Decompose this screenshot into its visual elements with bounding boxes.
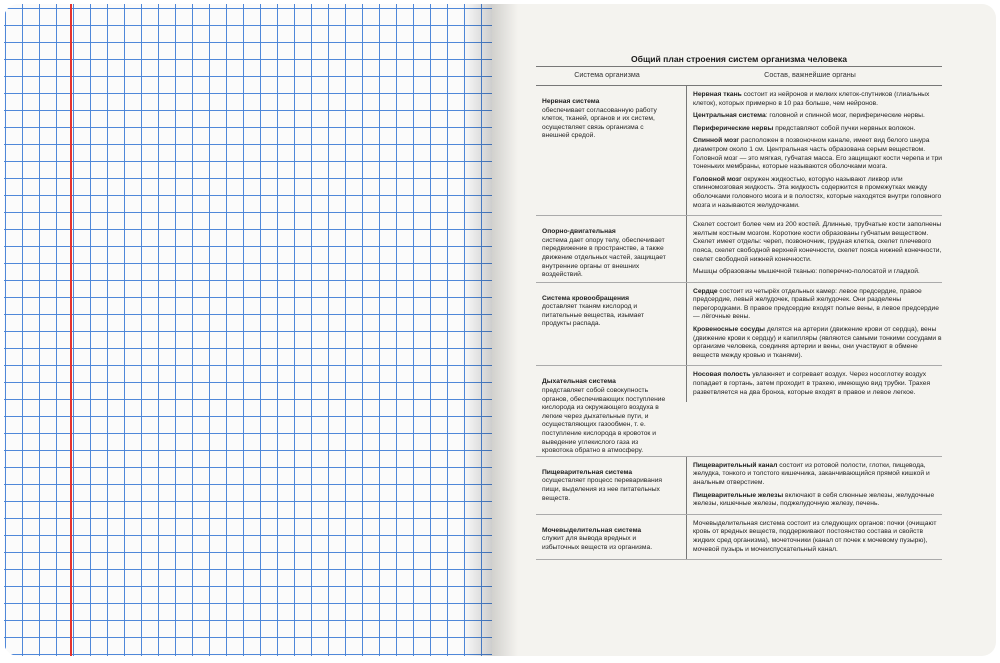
system-description: осуществляет процесс переваривания пищи, выделения из нее питательных веществ. [542, 477, 663, 502]
table-row [536, 86, 942, 216]
margin-line [70, 4, 72, 656]
composition-paragraph [693, 268, 942, 277]
organ-text: состоит из четырёх отдельных камер: левое предсердие, правое предсердие, левый желудочек, правый желудочек. Они разделены перегородками. В правое предсердие входят полые вены, в левое предсердие — лёгочные вены. [693, 287, 939, 321]
composition-paragraph [693, 288, 942, 322]
organ-text: включают в себя слюнные железы, желудочные железы, кишечные железы, поджелудочную железу, печень. [693, 491, 935, 508]
table-row [536, 514, 942, 559]
organ-text: Скелет состоит более чем из 200 костей. Длинные, трубчатые кости заполнены желтым костным мозгом. Короткие кости образованы губчатым веществом. Скелет имеет отделы: череп, позвоночник, грудная клетка, скелет плечевого пояса, скелет свободной верхней конечности, скелет пояса нижней конечности, скелет свободной нижней конечности. [693, 221, 942, 263]
separator-line [536, 559, 942, 560]
reference-page [492, 4, 996, 656]
organ-text: увлажняет и согревает воздух. Через носоглотку воздух попадает в гортань, затем проходит в трахею, имеющую вид трубки. Трахея разветвляется на два бронха, которые входят в правое и левое легкое. [693, 371, 931, 396]
system-name: Дыхательная система [542, 378, 616, 386]
organ-term: Пищеварительный канал [693, 461, 778, 469]
system-name: Пищеварительная система [542, 468, 633, 476]
composition-cell [678, 282, 942, 365]
system-cell [536, 456, 678, 513]
system-description: обеспечивает согласованную работу клеток, тканей, органов и их систем, осуществляет связь организма с внешней средой. [542, 106, 657, 140]
organ-term: Головной мозг [693, 175, 742, 183]
composition-paragraph [693, 112, 942, 121]
system-name: Опорно-двигательная [542, 228, 616, 236]
system-cell [536, 366, 678, 456]
column-header-system: Система организма [536, 67, 678, 86]
organ-term: Пищеварительные железы [693, 491, 784, 499]
composition-paragraph [693, 371, 942, 397]
grid-page [4, 4, 492, 656]
composition-content [686, 216, 942, 282]
composition-paragraph [693, 91, 942, 108]
system-name: Мочевыделительная система [542, 526, 642, 534]
system-cell [536, 514, 678, 559]
organ-text: Мышцы образованы мышечной тканью: поперечно-полосатой и гладкой. [693, 268, 920, 276]
systems-table [536, 66, 942, 560]
system-description: доставляет тканям кислород и питательные вещества, изымает продукты распада. [542, 303, 645, 328]
system-cell [536, 216, 678, 282]
system-description: служит для вывода вредных и избыточных веществ из организма. [542, 535, 653, 551]
composition-cell [678, 86, 942, 216]
composition-paragraph [693, 125, 942, 134]
organ-term: Периферические нервы [693, 124, 774, 132]
organ-term: Нервная ткань [693, 91, 742, 98]
column-header-composition: Состав, важнейшие органы [678, 67, 942, 86]
table-row [536, 216, 942, 282]
spine-shadow [462, 4, 492, 656]
system-description: система дает опору телу, обеспечивает передвижение в пространстве, а также движение отдельных частей, защищает внутренние органы от внешних воздействий. [542, 236, 666, 279]
organ-text: представляют собой пучки нервных волокон. [773, 124, 916, 132]
table-row [536, 366, 942, 456]
composition-cell [678, 216, 942, 282]
composition-paragraph [693, 462, 942, 488]
composition-cell [678, 514, 942, 559]
composition-paragraph [693, 326, 942, 360]
composition-paragraph [693, 137, 942, 171]
system-description: представляет собой совокупность органов, обеспечивающих поступление кислорода из окружающего воздуха в легкие через дыхательные пути, и осуществляющих газообмен, т. е. поступление кислорода в кровоток и выведение углекислого газа из кровотока обратно в атмосферу. [542, 387, 666, 455]
organ-text: делятся на артерии (движение крови от сердца), вены (движение крови к сердцу) и капилляры (являются самыми тонкими сосудами в организме человека, соединяя артерии и вены, они участвуют в обмене веществ между кровью и тканями). [693, 326, 942, 359]
spine-shadow-right [492, 4, 518, 656]
composition-content [686, 515, 942, 559]
organ-term: Носовая полость [693, 371, 751, 379]
organ-text: расположен в позвоночном канале, имеет вид белого шнура диаметром около 1 см. Центральная часть образована серым веществом. Головной мозг — это мягкая, губчатая масса. Его защищают кости черепа и три тоненьких мембраны, которые называются оболочками мозга. [693, 137, 942, 171]
composition-content [686, 366, 942, 402]
organ-text: Мочевыделительная система состоит из следующих органов: почки (очищают кровь от вредных веществ, поддерживают постоянство состава и свойств жидких сред организма), мочеточники (канал от почек к мочевому пузырю), мочевой пузырь и мочеиспускательный канал. [693, 519, 937, 553]
table-row [536, 282, 942, 365]
composition-content [686, 86, 942, 215]
page-title: Общий план строения систем организма человека [630, 54, 847, 64]
organ-text: состоит из нейронов и мелких клеток-спутников (глиальных клеток), которых примерно в 10 раз больше, чем нейронов. [693, 91, 930, 107]
composition-paragraph [693, 221, 942, 264]
system-cell [536, 86, 678, 216]
system-cell [536, 282, 678, 365]
organ-text: : головной и спинной мозг, периферические нервы. [765, 112, 925, 120]
organ-term: Спинной мозг [693, 137, 740, 145]
composition-paragraph [693, 520, 942, 554]
table-header-row [536, 67, 942, 86]
composition-paragraph [693, 492, 942, 509]
composition-paragraph [693, 176, 942, 210]
composition-cell [678, 366, 942, 456]
organ-term: Центральная система [693, 112, 766, 120]
organ-text: состоит из ротовой полости, глотки, пищевода, желудка, тонкого и толстого кишечника, заканчивающийся прямой кишкой и анальным отверстием. [693, 461, 930, 486]
table-row [536, 456, 942, 513]
row-separator [536, 559, 942, 560]
organ-term: Сердце [693, 287, 718, 295]
table-body [536, 86, 942, 560]
system-name: Нервная система [542, 98, 600, 105]
composition-cell [678, 456, 942, 513]
organ-text: окружен жидкостью, которую называют ликвор или спинномозговая жидкость. Эта жидкость содержится в промежутках между оболочками головного мозга и в полостях, которые находятся внутри головного мозга и называются желудочками. [693, 175, 942, 209]
system-name: Система кровообращения [542, 294, 630, 302]
composition-content [686, 457, 942, 514]
organ-term: Кровеносные сосуды [693, 326, 766, 334]
composition-content [686, 283, 942, 366]
